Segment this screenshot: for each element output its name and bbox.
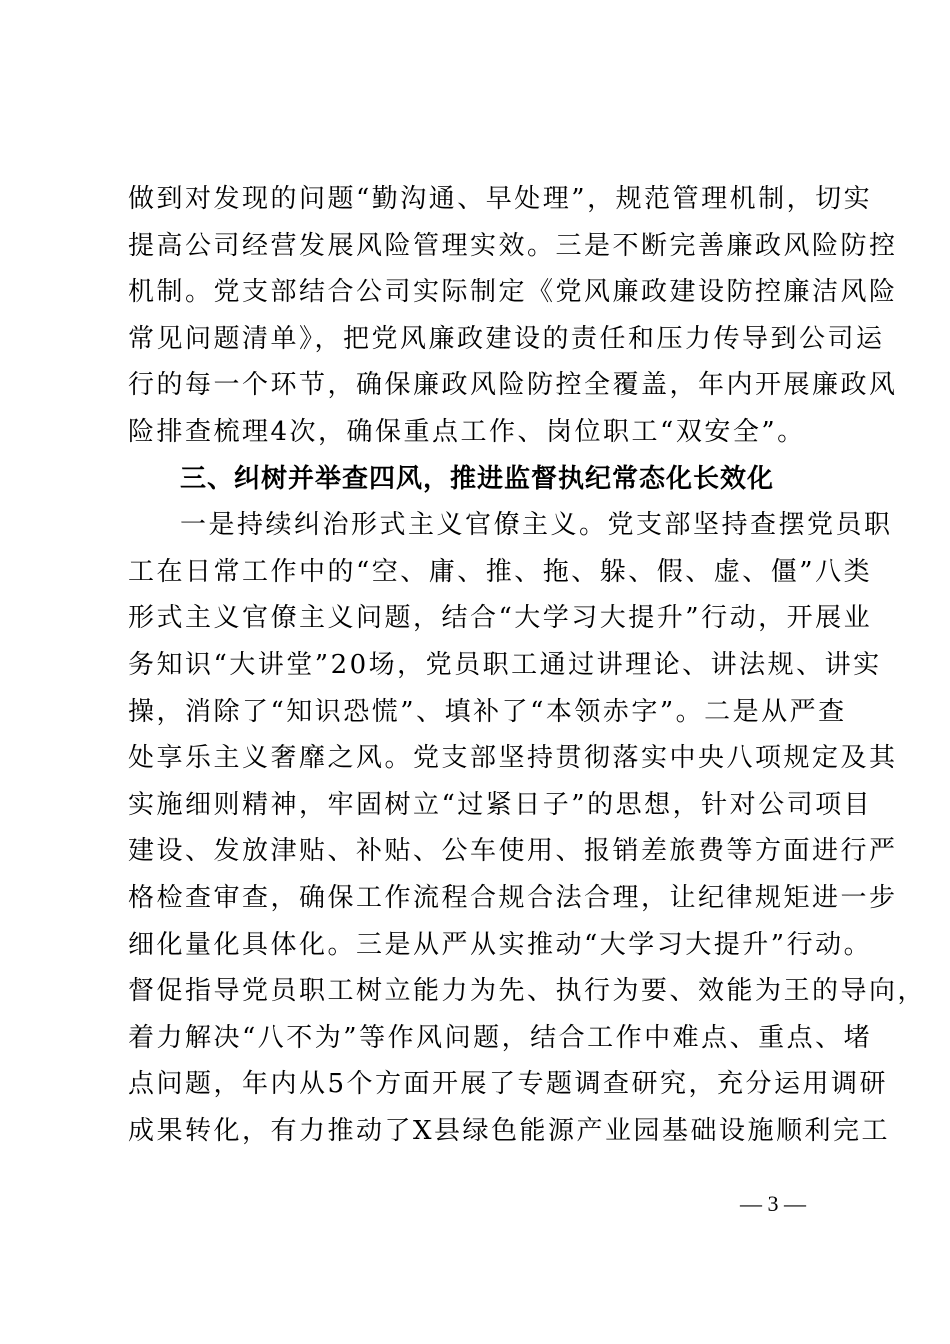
paragraph-line: 做到对发现的问题“勤沟通、早处理”，规范管理机制，切实 (128, 184, 873, 214)
paragraph-line: 提高公司经营发展风险管理实效。三是不断完善廉政风险防控 (128, 230, 898, 261)
paragraph-line: 操，消除了“知识恐慌”、填补了“本领赤字”。二是从严查 (128, 696, 847, 727)
paragraph-line: 处享乐主义奢靡之风。党支部坚持贯彻落实中央八项规定及其 (128, 743, 898, 774)
paragraph-line: 点问题，年内从5个方面开展了专题调查研究，充分运用调研 (128, 1069, 889, 1100)
paragraph-line: 险排查梳理4次，确保重点工作、岗位职工“双安全”。 (128, 416, 806, 447)
paragraph-line: 工在日常工作中的“空、庸、推、拖、躲、假、虚、僵”八类 (128, 556, 873, 587)
paragraph-line: 成果转化，有力推动了X县绿色能源产业园基础设施顺利完工 (128, 1115, 891, 1146)
paragraph-line: 实施细则精神，牢固树立“过紧日子”的思想，针对公司项目 (128, 789, 873, 820)
paragraph-line: 常见问题清单》，把党风廉政建设的责任和压力传导到公司运 (128, 323, 885, 354)
paragraph-line: 督促指导党员职工树立能力为先、执行为要、效能为王的导向， (128, 976, 927, 1007)
paragraph-line: 建设、发放津贴、补贴、公车使用、报销差旅费等方面进行严 (128, 836, 898, 867)
paragraph-line: 务知识“大讲堂”20场，党员职工通过讲理论、讲法规、讲实 (128, 649, 882, 680)
paragraph-line: 一是持续纠治形式主义官僚主义。党支部坚持查摆党员职 (180, 510, 893, 541)
paragraph-line: 行的每一个环节，确保廉政风险防控全覆盖，年内开展廉政风 (128, 370, 898, 401)
paragraph-line: 细化量化具体化。三是从严从实推动“大学习大提升”行动。 (128, 929, 873, 960)
paragraph-line: 形式主义官僚主义问题，结合“大学习大提升”行动，开展业 (128, 603, 873, 634)
paragraph-line: 着力解决“八不为”等作风问题，结合工作中难点、重点、堵 (128, 1022, 873, 1053)
section-heading: 三、纠树并举查四风，推进监督执纪常态化长效化 (180, 463, 775, 494)
paragraph-line: 机制。党支部结合公司实际制定《党风廉政建设防控廉洁风险 (128, 277, 898, 308)
paragraph-line: 格检查审查，确保工作流程合规合法合理，让纪律规矩进一步 (128, 882, 898, 913)
page-number: — 3 — (740, 1191, 806, 1216)
document-body (128, 176, 927, 1154)
